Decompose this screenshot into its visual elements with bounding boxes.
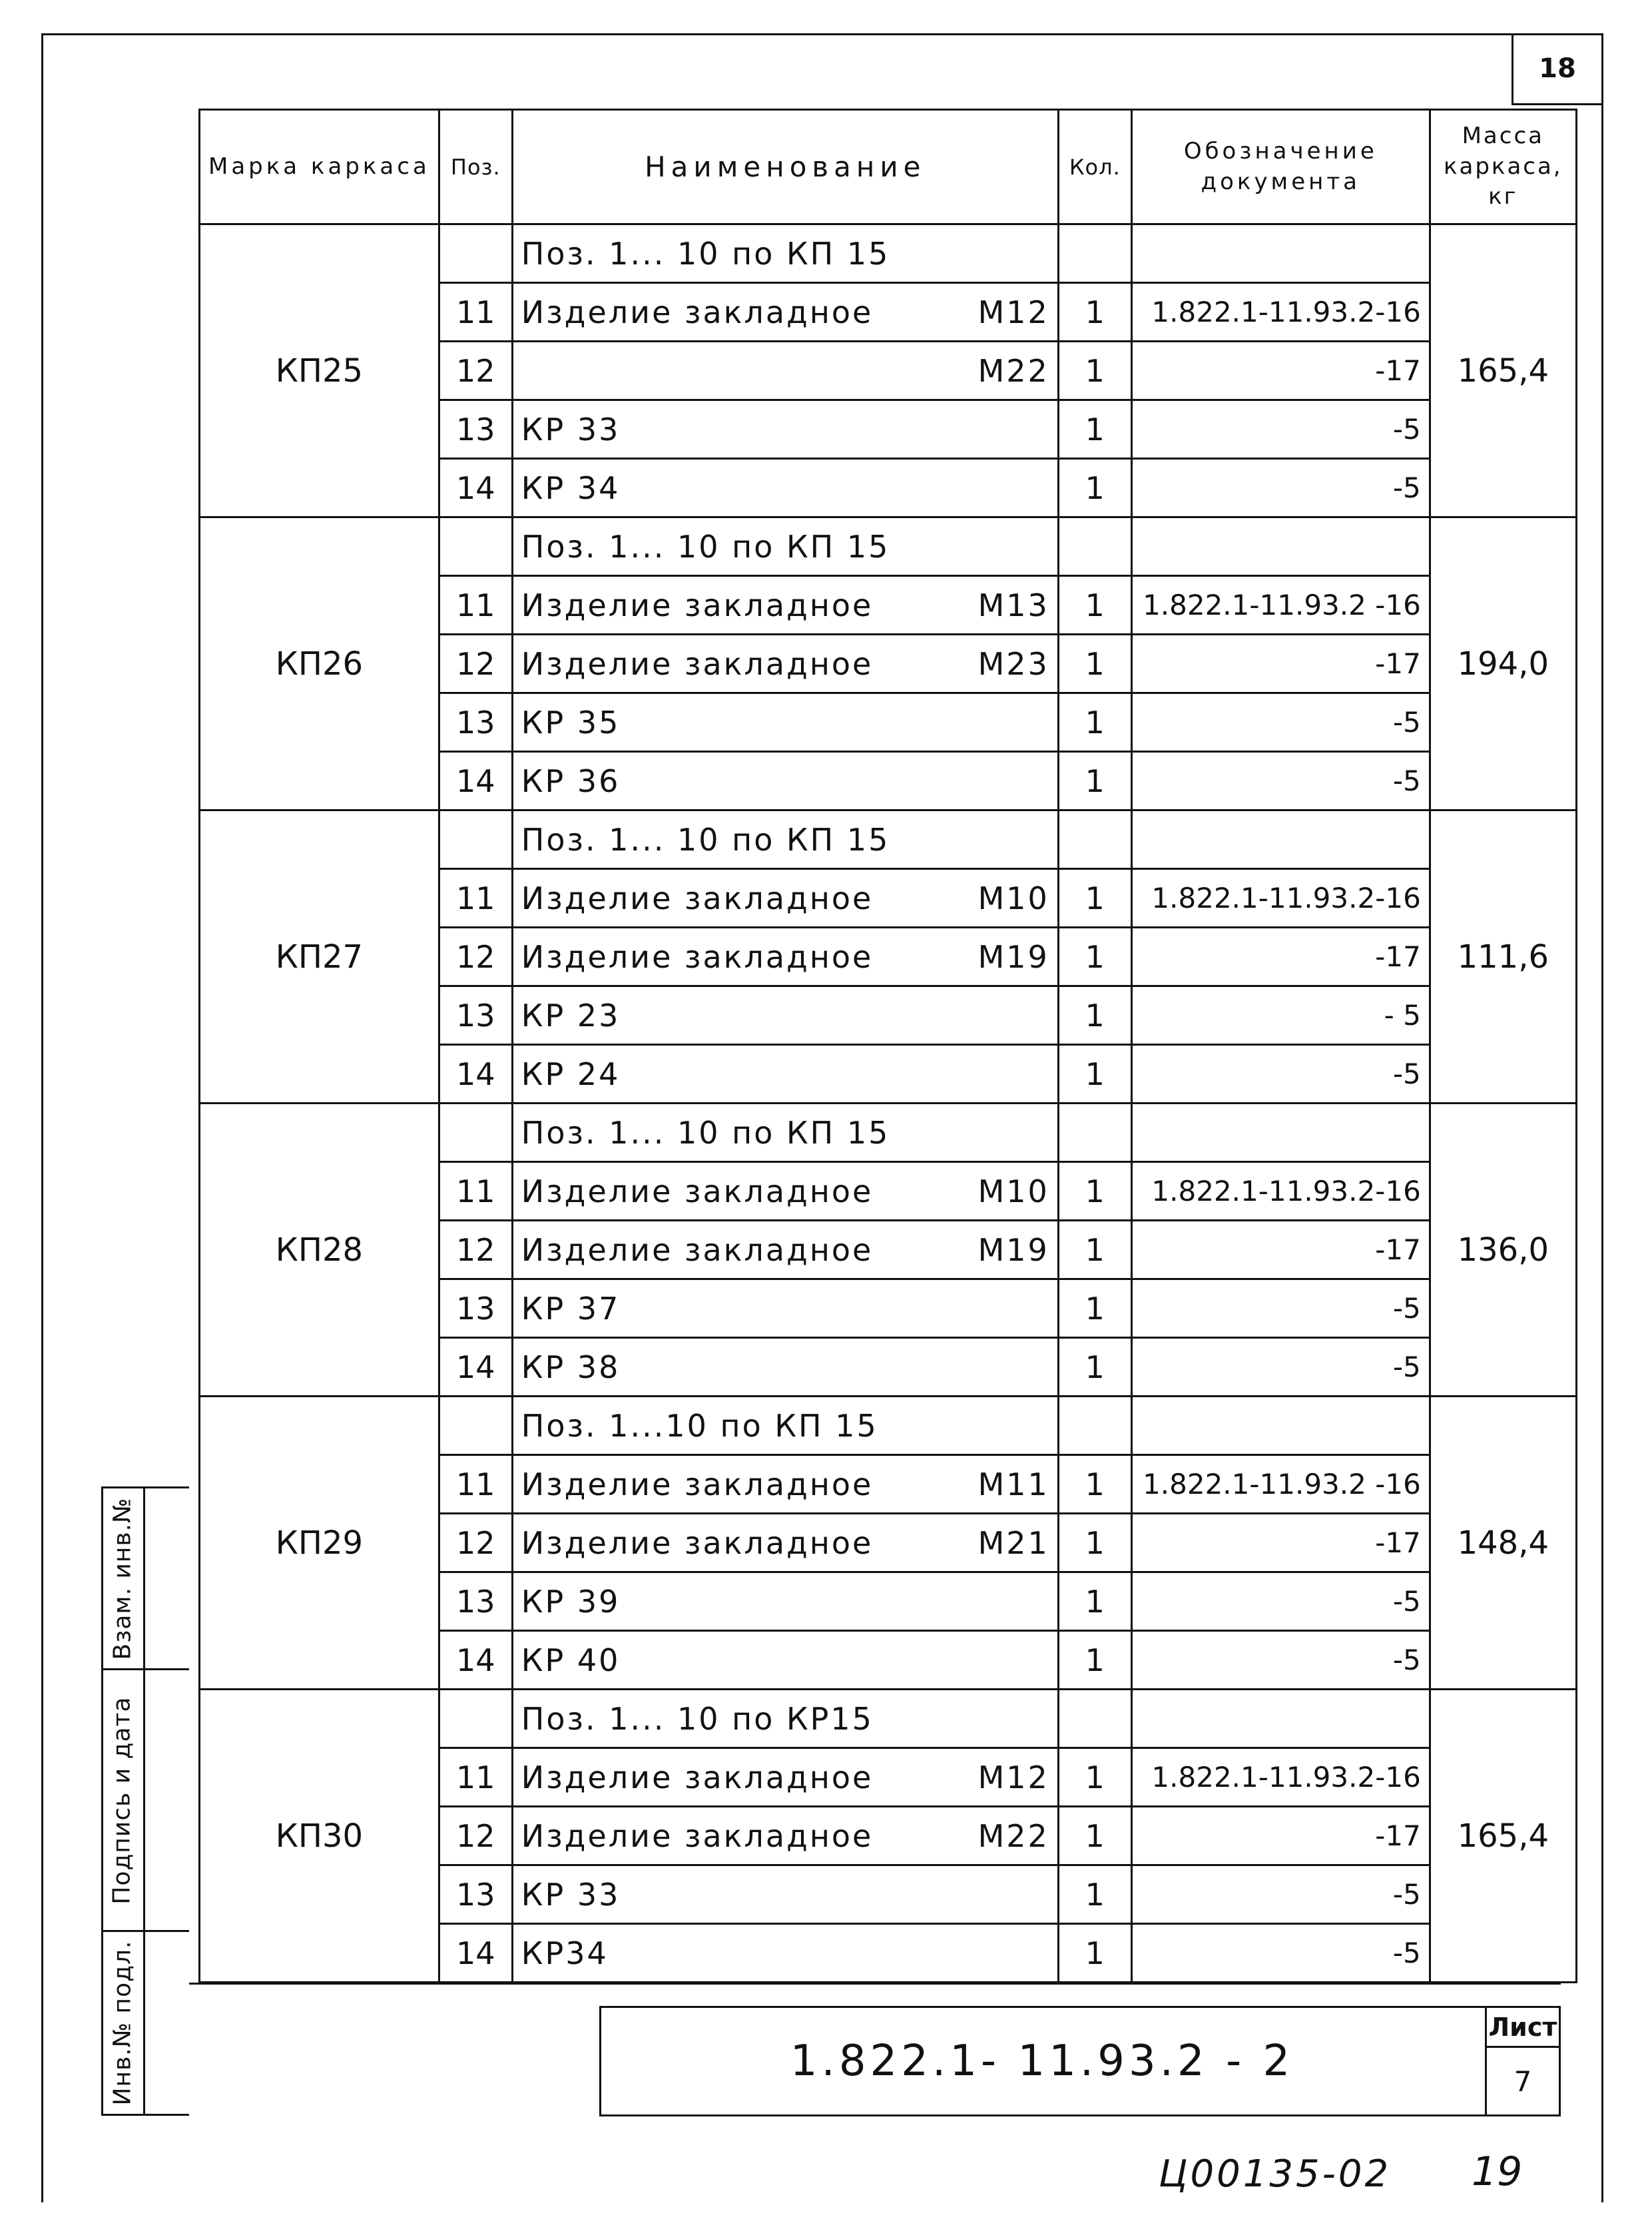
specification-table: [198, 109, 1577, 1983]
name-cell: [512, 342, 1058, 400]
quantity-cell: [1058, 810, 1131, 869]
quantity-cell: [1058, 517, 1131, 576]
item-mark: М10: [977, 1173, 1049, 1209]
document-cell: [1131, 810, 1430, 869]
position-cell: 14: [439, 752, 512, 810]
name-cell: [512, 986, 1058, 1045]
position-cell: 13: [439, 1279, 512, 1338]
item-name: Поз. 1... 10 по КП 15: [521, 528, 890, 565]
position-cell: 14: [439, 1045, 512, 1104]
document-cell: -5: [1131, 1631, 1430, 1690]
quantity-cell: 1: [1058, 1338, 1131, 1397]
quantity-cell: 1: [1058, 1162, 1131, 1221]
item-name: КР 35: [521, 704, 621, 741]
document-cell: -17: [1131, 1514, 1430, 1572]
name-cell: [512, 400, 1058, 459]
archive-code: Ц00135-02: [1159, 2152, 1392, 2196]
table-header-row: [200, 110, 1577, 224]
item-name: КР 33: [521, 411, 621, 448]
side-stamp-sign-date: Подпись и дата: [101, 1670, 145, 1930]
quantity-cell: 1: [1058, 1045, 1131, 1104]
header-doc: Обозначение документа: [1131, 110, 1430, 224]
name-cell: [512, 1572, 1058, 1631]
item-mark: М22: [977, 1817, 1049, 1854]
frame-mark: КП25: [200, 224, 439, 517]
document-cell: -5: [1131, 1865, 1430, 1924]
name-cell: [512, 1631, 1058, 1690]
position-cell: 13: [439, 400, 512, 459]
item-mark: М12: [977, 1759, 1049, 1795]
document-cell: 1.822.1-11.93.2 -16: [1131, 1455, 1430, 1514]
corner-number: 18: [1512, 33, 1601, 105]
quantity-cell: [1058, 1690, 1131, 1748]
document-cell: [1131, 1397, 1430, 1455]
position-cell: 12: [439, 1221, 512, 1279]
position-cell: 12: [439, 342, 512, 400]
quantity-cell: 1: [1058, 986, 1131, 1045]
quantity-cell: [1058, 224, 1131, 283]
item-name: Изделие закладное: [521, 1817, 874, 1854]
frame-mark: КП30: [200, 1690, 439, 1983]
item-mark: М23: [977, 645, 1049, 682]
name-cell: [512, 1514, 1058, 1572]
header-pos: Поз.: [439, 110, 512, 224]
sheet-label: Лист: [1487, 2008, 1559, 2048]
position-cell: [439, 810, 512, 869]
item-name: Поз. 1... 10 по КР15: [521, 1700, 874, 1737]
item-mark: М13: [977, 587, 1049, 623]
name-cell: [512, 1748, 1058, 1807]
header-mark: Марка каркаса: [200, 110, 439, 224]
quantity-cell: 1: [1058, 400, 1131, 459]
item-name: Поз. 1...10 по КП 15: [521, 1407, 878, 1444]
name-cell: [512, 1397, 1058, 1455]
name-cell: [512, 1807, 1058, 1865]
name-cell: [512, 283, 1058, 342]
document-cell: -5: [1131, 1279, 1430, 1338]
position-cell: [439, 224, 512, 283]
frame-mass: 165,4: [1430, 224, 1576, 517]
name-cell: [512, 1221, 1058, 1279]
frame-mass: 148,4: [1430, 1397, 1576, 1690]
side-stamp-inv-replace: Взам. инв.№: [101, 1488, 145, 1668]
name-cell: [512, 810, 1058, 869]
name-cell: [512, 1865, 1058, 1924]
position-cell: 13: [439, 986, 512, 1045]
item-mark: М12: [977, 294, 1049, 330]
table-row: [200, 517, 1577, 576]
name-cell: [512, 224, 1058, 283]
position-cell: 12: [439, 1514, 512, 1572]
document-cell: -17: [1131, 635, 1430, 693]
name-cell: [512, 1162, 1058, 1221]
name-cell: [512, 869, 1058, 928]
item-name: Изделие закладное: [521, 880, 874, 916]
item-name: Изделие закладное: [521, 1524, 874, 1561]
quantity-cell: 1: [1058, 1865, 1131, 1924]
name-cell: [512, 1045, 1058, 1104]
document-cell: - 5: [1131, 986, 1430, 1045]
document-cell: -17: [1131, 342, 1430, 400]
document-cell: -5: [1131, 459, 1430, 517]
document-cell: 1.822.1-11.93.2-16: [1131, 283, 1430, 342]
table-row: [200, 1104, 1577, 1162]
item-name: Изделие закладное: [521, 1466, 874, 1502]
frame-mass: 111,6: [1430, 810, 1576, 1104]
quantity-cell: 1: [1058, 342, 1131, 400]
name-cell: [512, 1455, 1058, 1514]
item-name: КР34: [521, 1935, 609, 1971]
position-cell: 12: [439, 1807, 512, 1865]
header-name: Наименование: [512, 110, 1058, 224]
frame-mark: КП29: [200, 1397, 439, 1690]
item-name: Изделие закладное: [521, 294, 874, 330]
item-name: КР 24: [521, 1056, 621, 1092]
name-cell: [512, 1690, 1058, 1748]
position-cell: [439, 1690, 512, 1748]
position-cell: 14: [439, 1924, 512, 1983]
name-cell: [512, 1279, 1058, 1338]
document-cell: [1131, 1104, 1430, 1162]
position-cell: 13: [439, 1572, 512, 1631]
item-mark: М19: [977, 1231, 1049, 1268]
name-cell: [512, 459, 1058, 517]
name-cell: [512, 1104, 1058, 1162]
document-cell: 1.822.1-11.93.2-16: [1131, 1748, 1430, 1807]
item-name: Изделие закладное: [521, 1231, 874, 1268]
position-cell: 13: [439, 1865, 512, 1924]
quantity-cell: 1: [1058, 1631, 1131, 1690]
name-cell: [512, 693, 1058, 752]
position-cell: 14: [439, 1338, 512, 1397]
document-code: 1.822.1- 11.93.2 - 2: [790, 2037, 1294, 2086]
document-cell: 1.822.1-11.93.2-16: [1131, 1162, 1430, 1221]
document-cell: -17: [1131, 1221, 1430, 1279]
side-stamp-inv-orig: Инв.№ подл.: [101, 1932, 145, 2114]
document-cell: 1.822.1-11.93.2-16: [1131, 869, 1430, 928]
quantity-cell: 1: [1058, 576, 1131, 635]
item-name: Поз. 1... 10 по КП 15: [521, 821, 890, 858]
quantity-cell: 1: [1058, 928, 1131, 986]
table-row: [200, 1397, 1577, 1455]
table-row: [200, 1690, 1577, 1748]
quantity-cell: 1: [1058, 1748, 1131, 1807]
document-cell: -5: [1131, 752, 1430, 810]
position-cell: 11: [439, 576, 512, 635]
position-cell: 13: [439, 693, 512, 752]
item-mark: М10: [977, 880, 1049, 916]
document-cell: -5: [1131, 1924, 1430, 1983]
name-cell: [512, 576, 1058, 635]
position-cell: 14: [439, 1631, 512, 1690]
header-mass: Масса каркаса, кг: [1430, 110, 1576, 224]
item-mark: М19: [977, 938, 1049, 975]
quantity-cell: 1: [1058, 1221, 1131, 1279]
frame-mass: 136,0: [1430, 1104, 1576, 1397]
quantity-cell: 1: [1058, 1807, 1131, 1865]
quantity-cell: 1: [1058, 869, 1131, 928]
document-cell: -17: [1131, 1807, 1430, 1865]
quantity-cell: 1: [1058, 283, 1131, 342]
item-name: КР 33: [521, 1876, 621, 1913]
frame-mass: 194,0: [1430, 517, 1576, 810]
item-mark: М11: [977, 1466, 1049, 1502]
quantity-cell: 1: [1058, 1572, 1131, 1631]
document-cell: -17: [1131, 928, 1430, 986]
item-name: Изделие закладное: [521, 587, 874, 623]
item-name: Изделие закладное: [521, 938, 874, 975]
title-block-top-line: [189, 1983, 1561, 1985]
drawing-frame-right-edge: [1601, 33, 1603, 2202]
name-cell: [512, 635, 1058, 693]
position-cell: [439, 1104, 512, 1162]
name-cell: [512, 517, 1058, 576]
quantity-cell: 1: [1058, 635, 1131, 693]
position-cell: 11: [439, 1455, 512, 1514]
frame-mark: КП26: [200, 517, 439, 810]
quantity-cell: 1: [1058, 752, 1131, 810]
document-cell: -5: [1131, 693, 1430, 752]
item-mark: М22: [977, 352, 1049, 389]
quantity-cell: 1: [1058, 1279, 1131, 1338]
document-cell: -5: [1131, 1572, 1430, 1631]
item-name: КР 23: [521, 997, 621, 1034]
item-name: КР 34: [521, 470, 621, 506]
position-cell: 14: [439, 459, 512, 517]
item-name: КР 38: [521, 1349, 621, 1385]
item-name: Изделие закладное: [521, 645, 874, 682]
item-name: Изделие закладное: [521, 1173, 874, 1209]
position-cell: 11: [439, 1748, 512, 1807]
position-cell: 11: [439, 869, 512, 928]
document-cell: -5: [1131, 1338, 1430, 1397]
quantity-cell: 1: [1058, 1924, 1131, 1983]
document-cell: [1131, 224, 1430, 283]
document-cell: 1.822.1-11.93.2 -16: [1131, 576, 1430, 635]
quantity-cell: [1058, 1397, 1131, 1455]
item-name: КР 40: [521, 1642, 621, 1678]
position-cell: 12: [439, 928, 512, 986]
document-cell: -5: [1131, 1045, 1430, 1104]
position-cell: 12: [439, 635, 512, 693]
item-name: Поз. 1... 10 по КП 15: [521, 1114, 890, 1151]
item-name: КР 39: [521, 1583, 621, 1620]
item-name: КР 37: [521, 1290, 621, 1327]
table-row: [200, 224, 1577, 283]
frame-mass: 165,4: [1430, 1690, 1576, 1983]
quantity-cell: 1: [1058, 1514, 1131, 1572]
frame-mark: КП27: [200, 810, 439, 1104]
position-cell: [439, 1397, 512, 1455]
header-qty: Кол.: [1058, 110, 1131, 224]
table-row: [200, 810, 1577, 869]
quantity-cell: 1: [1058, 1455, 1131, 1514]
sheet-number: 7: [1514, 2065, 1532, 2098]
document-cell: [1131, 517, 1430, 576]
quantity-cell: 1: [1058, 459, 1131, 517]
position-cell: [439, 517, 512, 576]
name-cell: [512, 928, 1058, 986]
name-cell: [512, 752, 1058, 810]
position-cell: 11: [439, 283, 512, 342]
page-number: 19: [1472, 2148, 1523, 2195]
quantity-cell: [1058, 1104, 1131, 1162]
item-name: КР 36: [521, 763, 621, 799]
frame-mark: КП28: [200, 1104, 439, 1397]
quantity-cell: 1: [1058, 693, 1131, 752]
name-cell: [512, 1338, 1058, 1397]
item-name: Поз. 1... 10 по КП 15: [521, 235, 890, 272]
document-cell: [1131, 1690, 1430, 1748]
document-cell: -5: [1131, 400, 1430, 459]
item-name: Изделие закладное: [521, 1759, 874, 1795]
position-cell: 11: [439, 1162, 512, 1221]
name-cell: [512, 1924, 1058, 1983]
item-mark: М21: [977, 1524, 1049, 1561]
